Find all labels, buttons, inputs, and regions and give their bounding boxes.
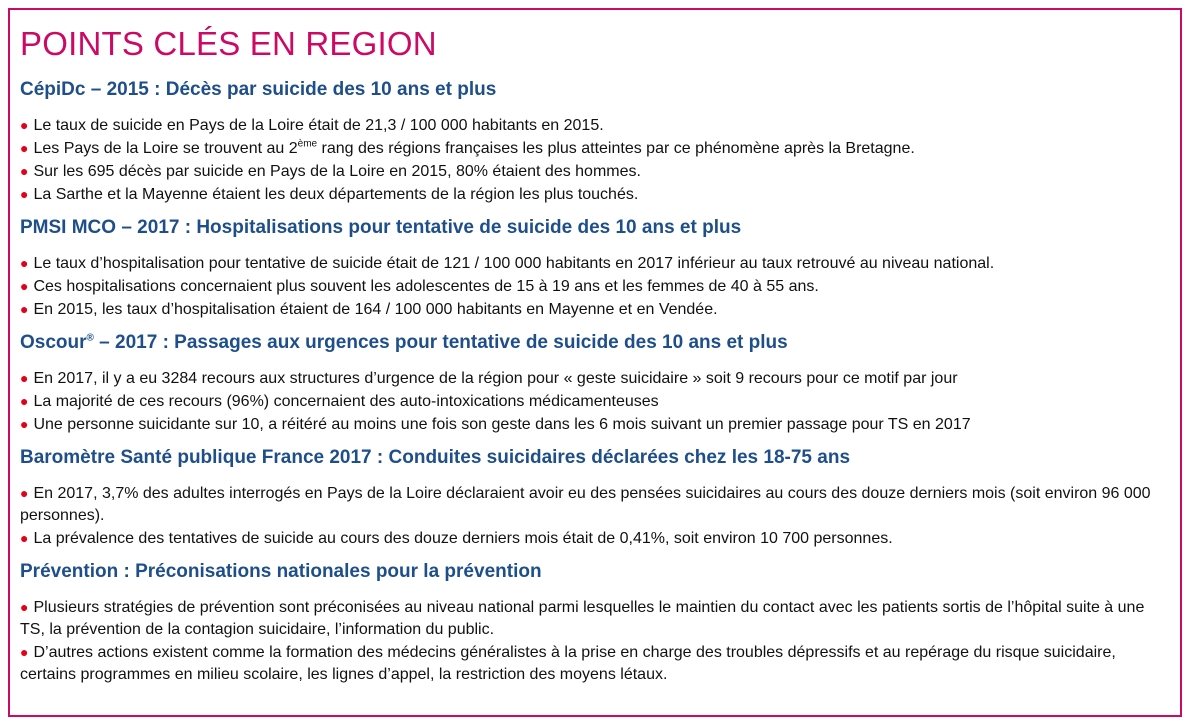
list-item: ● La majorité de ces recours (96%) concernaient des auto-intoxications médicamenteuses xyxy=(20,393,659,410)
bullet-icon: ● xyxy=(20,644,29,660)
section xyxy=(20,331,1170,436)
list-item: ● D’autres actions existent comme la formation des médecins généralistes à la prise en charge des troubles dépressifs et au repérage du risque suicidaire, certains programmes en milieu scolaire, les lignes d’appel, la restriction des moyens létaux. xyxy=(20,644,1116,683)
list-item: ● La Sarthe et la Mayenne étaient les deux départements de la région les plus touchés. xyxy=(20,186,639,203)
section xyxy=(20,446,1170,550)
list-item: ● Le taux d’hospitalisation pour tentative de suicide était de 121 / 100 000 habitants en 2017 inférieur au taux retrouvé au niveau national. xyxy=(20,255,995,272)
bullet-icon: ● xyxy=(20,485,29,501)
list-item: ● Sur les 695 décès par suicide en Pays de la Loire en 2015, 80% étaient des hommes. xyxy=(20,163,641,180)
bullet-icon: ● xyxy=(20,416,29,432)
section-heading: Prévention : Préconisations nationales pour la prévention xyxy=(20,561,542,582)
section-heading: PMSI MCO – 2017 : Hospitalisations pour tentative de suicide des 10 ans et plus xyxy=(20,217,742,238)
section xyxy=(20,216,1170,321)
bullet-icon: ● xyxy=(20,117,29,133)
key-points-panel xyxy=(8,8,1182,717)
section-heading: Baromètre Santé publique France 2017 : Conduites suicidaires déclarées chez les 18-75 ans xyxy=(20,447,851,468)
bullet-icon: ● xyxy=(20,278,29,294)
bullet-icon: ● xyxy=(20,255,29,271)
list-item: ● Les Pays de la Loire se trouvent au 2ème rang des régions françaises les plus atteintes par ce phénomène après la Bretagne. xyxy=(20,138,915,157)
bullet-icon: ● xyxy=(20,140,29,156)
bullet-icon: ● xyxy=(20,301,29,317)
section-heading: Oscour® – 2017 : Passages aux urgences pour tentative de suicide des 10 ans et plus xyxy=(20,332,788,353)
list-item: ● La prévalence des tentatives de suicide au cours des douze derniers mois était de 0,41%, soit environ 10 700 personnes. xyxy=(20,530,893,547)
bullet-icon: ● xyxy=(20,370,29,386)
list-item: ● Ces hospitalisations concernaient plus souvent les adolescentes de 15 à 19 ans et les femmes de 40 à 55 ans. xyxy=(20,278,819,295)
section xyxy=(20,78,1170,206)
section-heading: CépiDc – 2015 : Décès par suicide des 10 ans et plus xyxy=(20,79,497,100)
list-item: ● En 2015, les taux d’hospitalisation étaient de 164 / 100 000 habitants en Mayenne et en Vendée. xyxy=(20,301,718,318)
bullet-icon: ● xyxy=(20,530,29,546)
list-item: ● Le taux de suicide en Pays de la Loire était de 21,3 / 100 000 habitants en 2015. xyxy=(20,117,604,134)
list-item: ● Plusieurs stratégies de prévention sont préconisées au niveau national parmi lesquelles le maintien du contact avec les patients sortis de l’hôpital suite à une TS, la prévention de la contagion suicidaire, l’information du public. xyxy=(20,599,1145,638)
bullet-icon: ● xyxy=(20,599,29,615)
bullet-icon: ● xyxy=(20,393,29,409)
list-item: ● En 2017, il y a eu 3284 recours aux structures d’urgence de la région pour « geste suicidaire » soit 9 recours pour ce motif par jour xyxy=(20,370,958,387)
sections-container xyxy=(20,78,1170,686)
page-title: POINTS CLÉS EN REGION xyxy=(20,25,437,62)
list-item: ● Une personne suicidante sur 10, a réitéré au moins une fois son geste dans les 6 mois suivant un premier passage pour TS en 2017 xyxy=(20,416,971,433)
bullet-icon: ● xyxy=(20,186,29,202)
list-item: ● En 2017, 3,7% des adultes interrogés en Pays de la Loire déclaraient avoir eu des pensées suicidaires au cours des douze derniers mois (soit environ 96 000 personnes). xyxy=(20,485,1151,524)
bullet-icon: ● xyxy=(20,163,29,179)
section xyxy=(20,560,1170,686)
